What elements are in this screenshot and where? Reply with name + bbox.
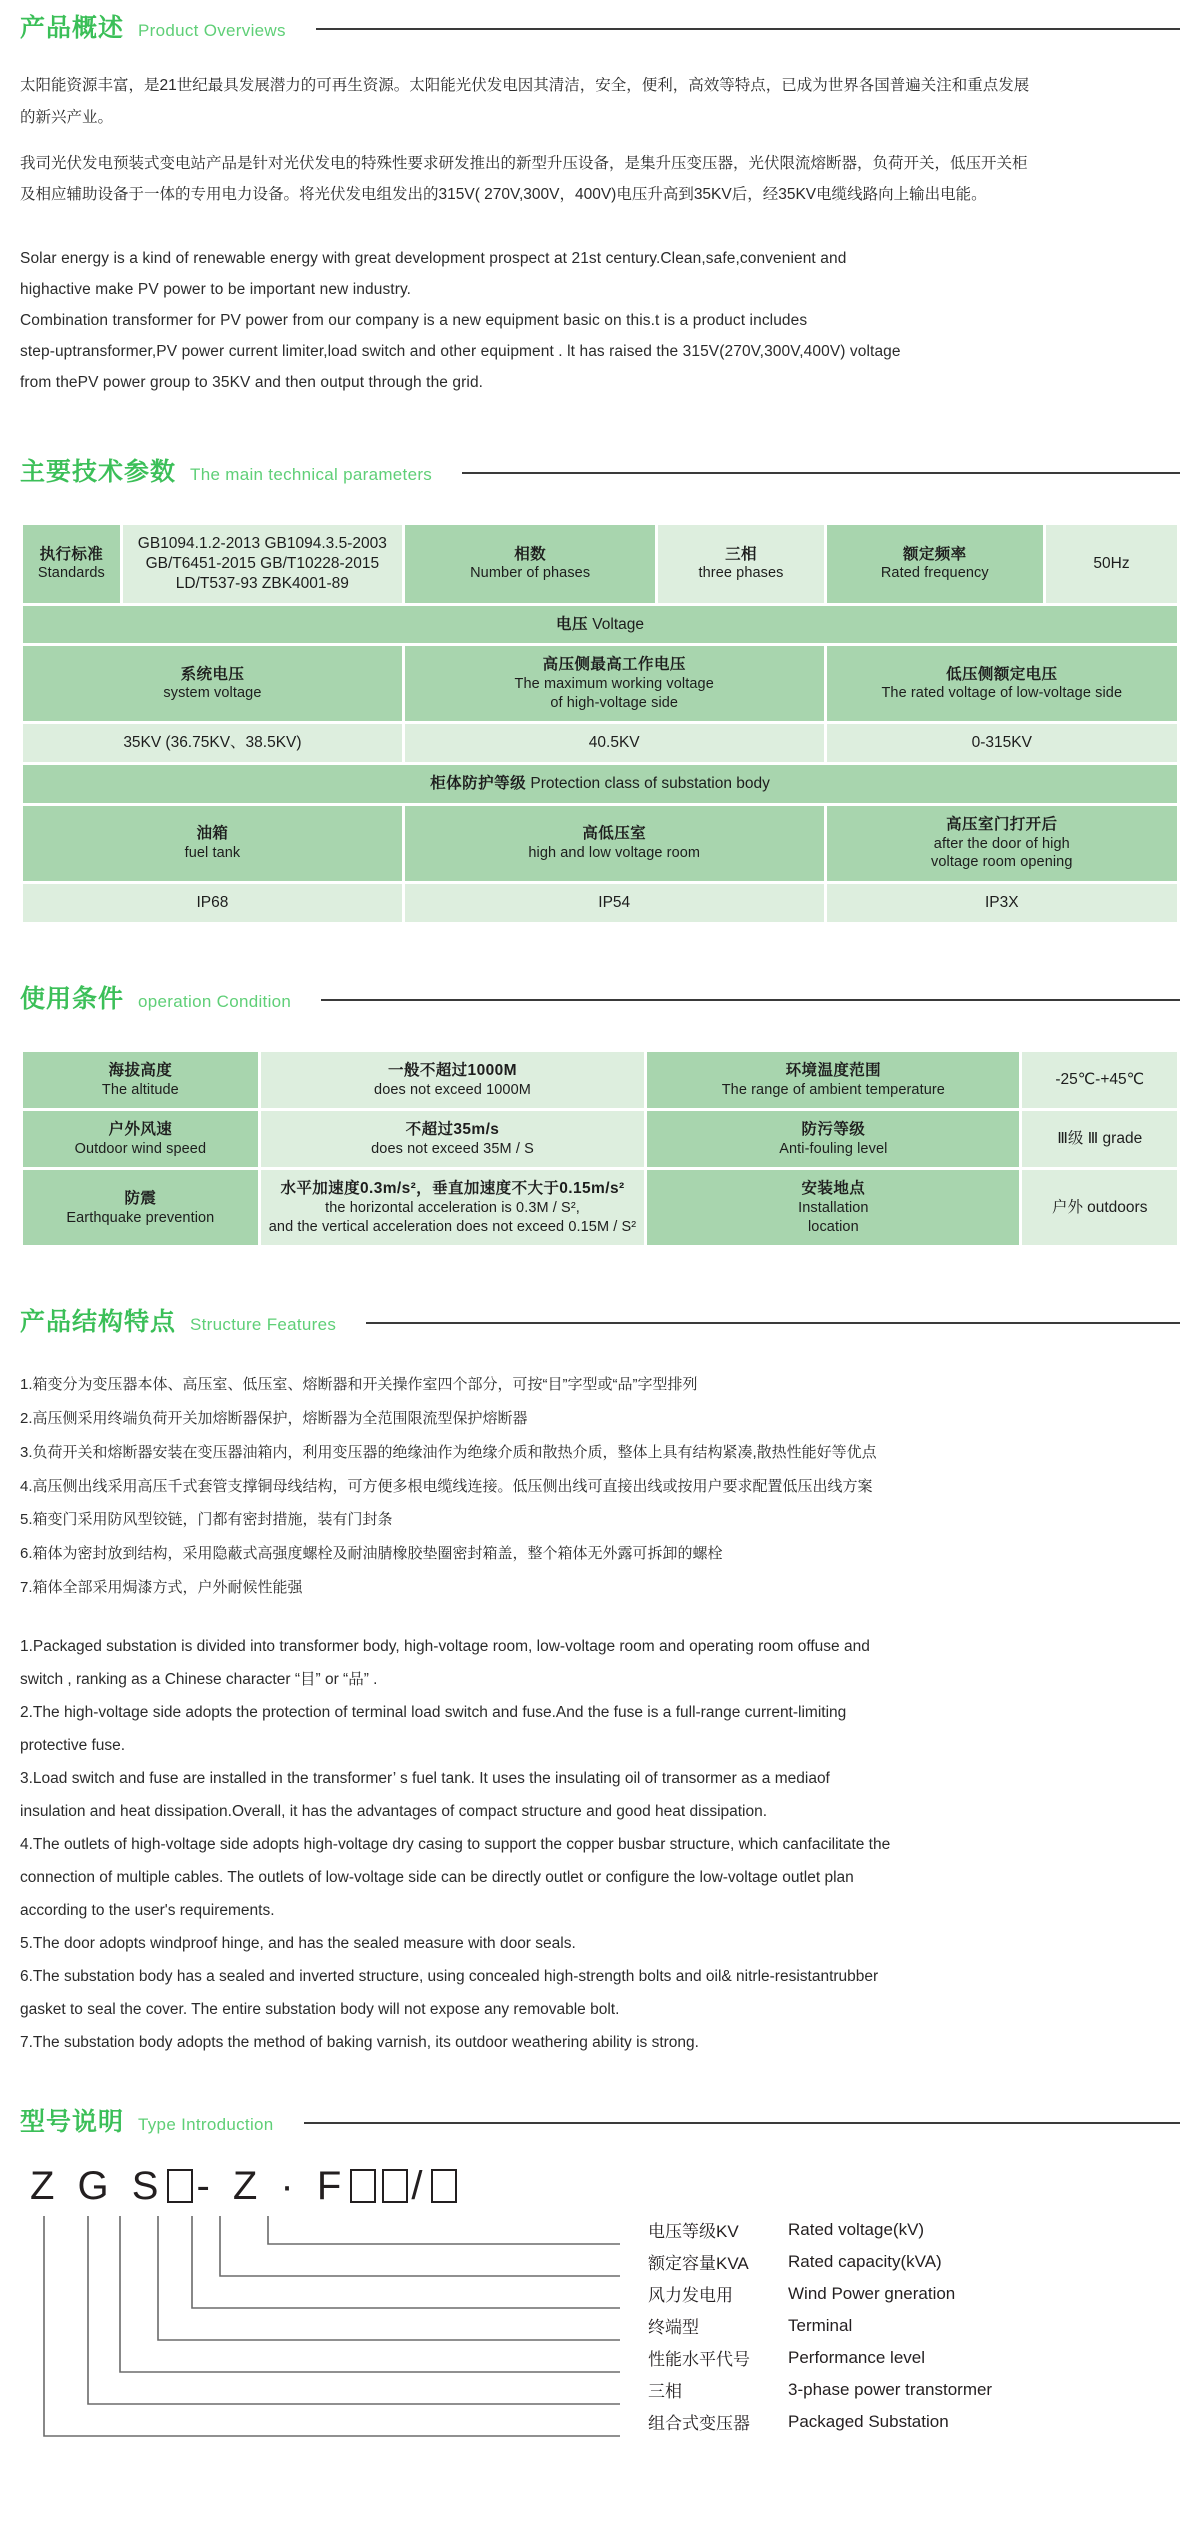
label-cn: 海拔高度 — [108, 1061, 173, 1079]
cell-voltage-band — [23, 606, 1177, 644]
label-cn: 额定频率 — [902, 545, 967, 563]
leader-line-wind — [192, 2216, 620, 2308]
cell-system-voltage-value — [23, 724, 402, 762]
legend-row — [648, 2278, 1188, 2310]
legend-row — [648, 2214, 1188, 2246]
table-row — [23, 525, 1177, 602]
overview-cn-paragraph-2 — [20, 148, 1180, 212]
list-item: protective fuse. — [20, 1736, 126, 1754]
type-code-placeholder-box — [382, 2169, 408, 2203]
cell-frequency-label — [827, 525, 1043, 602]
value: 40.5KV — [588, 734, 640, 752]
value-cn: 不超过35m/s — [405, 1121, 500, 1139]
list-item: 6.箱体为密封放到结构，采用隐蔽式高强度螺栓及耐油腈橡胶垫圈密封箱盖，整个箱体无外露可拆卸的螺栓 — [20, 1545, 723, 1563]
operation-condition-table — [20, 1049, 1180, 1249]
cell-temperature-value — [1022, 1052, 1177, 1108]
legend-row — [648, 2374, 1188, 2406]
list-item: 2.The high-voltage side adopts the protection of terminal load switch and fuse.And the fuse is a full-range current-limiting — [20, 1703, 847, 1721]
label-en-line1: Installation — [798, 1200, 869, 1217]
section-divider-rule — [316, 28, 1180, 30]
list-item: gasket to seal the cover. The entire substation body will not expose any removable bolt. — [20, 2000, 620, 2018]
label-cn: 户外风速 — [108, 1121, 173, 1139]
section-header-type — [20, 2094, 1180, 2138]
list-item: 4.The outlets of high-voltage side adopts high-voltage dry casing to support the copper busbar structure, which canfacilitate the — [20, 1835, 891, 1853]
standards-line3: LD/T537-93 ZBK4001-89 — [175, 574, 349, 592]
section-title-en: The main technical parameters — [190, 465, 433, 485]
label-en: Number of phases — [470, 565, 591, 582]
overview-body — [20, 70, 1180, 398]
cell-earthquake-value — [261, 1170, 645, 1245]
section-header-structure — [20, 1294, 1180, 1338]
overview-en-line1: Solar energy is a kind of renewable energy with great development prospect at 21st century.Clean,safe,convenient and — [20, 250, 847, 268]
value: 50Hz — [1093, 554, 1130, 572]
cell-hv-door-open-value — [827, 884, 1177, 922]
table-row — [23, 724, 1177, 762]
legend-label-cn: 组合式变压器 — [648, 2414, 750, 2434]
section-title-en: Structure Features — [190, 1315, 337, 1335]
label-en: system voltage — [163, 685, 262, 702]
overview-cn-p1-line2: 的新兴产业。 — [20, 108, 114, 126]
cell-voltage-room-value — [405, 884, 824, 922]
cell-max-working-voltage-value — [405, 724, 824, 762]
table-row — [23, 1170, 1177, 1245]
spacer — [20, 2444, 1180, 2478]
label-en: The altitude — [101, 1081, 179, 1098]
value: IP3X — [984, 893, 1019, 911]
legend-label-cn: 电压等级KV — [648, 2222, 739, 2242]
overview-en-line2: highactive make PV power to be important new industry. — [20, 281, 412, 299]
list-item: 6.The substation body has a sealed and inverted structure, using concealed high-strength bolts and oil& nitrle-resistantrubber — [20, 1967, 879, 1985]
type-code-string — [30, 2164, 460, 2209]
value-line2: (36.75KV、38.5KV) — [165, 734, 302, 752]
overview-en-line4: step-uptransformer,PV power current limiter,load switch and other equipment . lt has raised the 315V(270V,300V,400V) voltage — [20, 343, 901, 361]
section-divider-rule — [304, 2122, 1180, 2124]
table-row — [23, 1111, 1177, 1167]
cell-standards-label — [23, 525, 120, 602]
cell-max-working-voltage-label — [405, 646, 824, 721]
label-en: Anti-fouling level — [779, 1140, 888, 1157]
type-code-part-3: / — [411, 2163, 429, 2208]
label-cn: 安装地点 — [801, 1180, 866, 1198]
technical-parameters-table — [20, 522, 1180, 925]
type-code-part-2: - Z · F — [196, 2163, 348, 2208]
list-item: switch , ranking as a Chinese character “目” or “品” . — [20, 1670, 378, 1688]
label-cn: 高低压室 — [582, 825, 647, 843]
value-cn: 三相 — [725, 545, 757, 563]
type-legend-list — [648, 2214, 1188, 2438]
cell-earthquake-label — [23, 1170, 258, 1245]
cell-antifouling-value — [1022, 1111, 1177, 1167]
legend-label-en: Wind Power gneration — [788, 2283, 956, 2303]
label-cn: 防污等级 — [801, 1121, 866, 1139]
cell-hv-door-open-label — [827, 806, 1177, 881]
section-title-cn: 主要技术参数 — [20, 458, 177, 487]
cell-install-location-value — [1022, 1170, 1177, 1245]
section-header-parameters — [20, 444, 1180, 488]
section-header-overview — [20, 0, 1180, 44]
legend-label-cn: 额定容量KVA — [648, 2254, 749, 2274]
label-en-line2: location — [807, 1218, 859, 1235]
label-en: high and low voltage room — [528, 845, 701, 862]
legend-row — [648, 2342, 1188, 2374]
cell-altitude-label — [23, 1052, 258, 1108]
cell-lv-rated-voltage-label — [827, 646, 1177, 721]
value-en: outdoors — [1087, 1199, 1148, 1216]
type-code-placeholder-box — [350, 2169, 376, 2203]
type-designation-diagram — [20, 2164, 1180, 2444]
paragraph-gap — [20, 225, 1180, 243]
band-cn: 电压 — [555, 615, 588, 633]
table-row — [23, 884, 1177, 922]
label-cn: 系统电压 — [180, 665, 245, 683]
label-cn: 油箱 — [196, 825, 229, 843]
cell-protection-band — [23, 765, 1177, 803]
list-item: 3.Load switch and fuse are installed in the transformer’ s fuel tank. It uses the insulating oil of transormer as a mediaof — [20, 1769, 830, 1787]
legend-label-en: Performance level — [788, 2347, 926, 2367]
section-divider-rule — [321, 999, 1180, 1001]
legend-row — [648, 2310, 1188, 2342]
type-code-placeholder-box — [167, 2169, 193, 2203]
cell-fuel-tank-label — [23, 806, 402, 881]
label-cn: 相数 — [514, 545, 547, 563]
list-item: 7.The substation body adopts the method of baking varnish, its outdoor weathering ability is strong. — [20, 2033, 699, 2051]
value: IP68 — [196, 893, 229, 911]
value-en: Ⅲ grade — [1087, 1130, 1143, 1148]
table-row — [23, 806, 1177, 881]
overview-cn-p1-line1: 太阳能资源丰富，是21世纪最具发展潜力的可再生资源。太阳能光伏发电因其清洁，安全，便利，高效等特点，已成为世界各国普遍关注和重点发展 — [20, 77, 1030, 94]
section-title-cn: 产品概述 — [20, 14, 125, 42]
list-item: 5.箱变门采用防风型铰链，门都有密封措施，装有门封条 — [20, 1511, 393, 1529]
legend-label-en: 3-phase power transtormer — [788, 2379, 993, 2399]
value: 0-315KV — [971, 734, 1032, 752]
cell-frequency-value — [1046, 525, 1177, 602]
legend-label-cn: 三相 — [648, 2382, 682, 2402]
table-row — [23, 646, 1177, 721]
label-en: The rated voltage of low-voltage side — [881, 685, 1123, 702]
cell-phases-label — [405, 525, 656, 602]
list-item: according to the user's requirements. — [20, 1901, 275, 1919]
standards-line2: GB/T6451-2015 GB/T10228-2015 — [145, 554, 380, 572]
standards-line1: GB1094.1.2-2013 GB1094.3.5-2003 — [137, 535, 387, 553]
legend-row — [648, 2406, 1188, 2438]
table-row — [23, 765, 1177, 803]
label-en: Rated frequency — [880, 565, 989, 582]
label-en: Standards — [37, 565, 105, 582]
cell-antifouling-label — [647, 1111, 1019, 1167]
value-en-line2: and the vertical acceleration does not exceed 0.15M / S² — [268, 1218, 637, 1235]
spacer — [20, 398, 1180, 444]
label-cn: 执行标准 — [39, 545, 104, 563]
list-item: 3.负荷开关和熔断器安装在变压器油箱内，利用变压器的绝缘油作为绝缘介质和散热介质，整体上具有结构紧凑,散热性能好等优点 — [20, 1443, 877, 1461]
leader-line-terminal — [158, 2216, 620, 2340]
section-title-en: Product Overviews — [138, 21, 286, 40]
type-code-part-1: Z G S — [30, 2163, 165, 2208]
spacer — [20, 1248, 1180, 1294]
value-en: does not exceed 35M / S — [371, 1140, 534, 1157]
label-en: Earthquake prevention — [66, 1209, 215, 1226]
leader-line-performance — [120, 2216, 620, 2372]
list-item: 1.Packaged substation is divided into transformer body, high-voltage room, low-voltage room and operating room offuse and — [20, 1637, 870, 1655]
value-cn: 水平加速度0.3m/s²，垂直加速度不大于0.15m/s² — [280, 1180, 625, 1198]
band-en: Voltage — [592, 615, 645, 633]
list-item: 7.箱体全部采用焗漆方式，户外耐候性能强 — [20, 1578, 303, 1596]
label-cn: 防震 — [124, 1189, 157, 1207]
list-item: insulation and heat dissipation.Overall, it has the advantages of compact structure and good heat dissipation. — [20, 1802, 768, 1820]
cell-voltage-room-label — [405, 806, 824, 881]
list-item: connection of multiple cables. The outlets of low-voltage side can be directly outlet or configure the low-voltage outlet plan — [20, 1868, 854, 1886]
cell-wind-speed-label — [23, 1111, 258, 1167]
legend-label-en: Rated capacity(kVA) — [788, 2251, 942, 2271]
table-row — [23, 606, 1177, 644]
section-divider-rule — [462, 472, 1180, 474]
label-en-line2: of high-voltage side — [550, 694, 679, 711]
legend-label-cn: 风力发电用 — [648, 2286, 733, 2306]
section-title-cn: 型号说明 — [20, 2107, 125, 2136]
value-cn: Ⅲ级 — [1057, 1130, 1084, 1148]
leader-line-capacity — [220, 2216, 620, 2276]
label-en: Outdoor wind speed — [74, 1140, 207, 1157]
label-cn: 高压侧最高工作电压 — [542, 656, 686, 674]
section-title-cn: 使用条件 — [20, 984, 125, 1013]
legend-label-en: Terminal — [788, 2315, 853, 2335]
label-en: The range of ambient temperature — [721, 1081, 945, 1098]
cell-standards-value — [123, 525, 402, 602]
value: -25℃-+45℃ — [1055, 1070, 1145, 1088]
section-title-en: operation Condition — [138, 991, 292, 1011]
leader-line-voltage — [268, 2216, 620, 2244]
cell-temperature-label — [647, 1052, 1019, 1108]
value-en: does not exceed 1000M — [374, 1081, 531, 1098]
overview-en-line3: Combination transformer for PV power from our company is a new equipment basic on this.t is a product includes — [20, 312, 808, 330]
value-line1: 35KV — [123, 734, 162, 752]
cell-lv-rated-voltage-value — [827, 724, 1177, 762]
cell-fuel-tank-value — [23, 884, 402, 922]
list-item: 5.The door adopts windproof hinge, and has the sealed measure with door seals. — [20, 1934, 576, 1952]
section-title-cn: 产品结构特点 — [20, 1308, 177, 1337]
structure-features-cn-list — [20, 1368, 1180, 1604]
overview-cn-p2-line1: 我司光伏发电预装式变电站产品是针对光伏发电的特殊性要求研发推出的新型升压设备，是集升压变压器，光伏限流熔断器，负荷开关，低压开关柜 — [20, 154, 1028, 172]
section-header-operation — [20, 971, 1180, 1015]
label-cn: 环境温度范围 — [785, 1061, 882, 1079]
legend-label-cn: 性能水平代号 — [648, 2350, 750, 2370]
legend-label-cn: 终端型 — [648, 2318, 699, 2338]
overview-en-line5: from thePV power group to 35KV and then output through the grid. — [20, 374, 484, 392]
spacer — [20, 2060, 1180, 2094]
value: IP54 — [598, 893, 631, 911]
cell-phases-value — [658, 525, 823, 602]
band-en: Protection class of substation body — [530, 775, 770, 793]
label-cn: 高压室门打开后 — [946, 815, 1058, 833]
label-en: fuel tank — [184, 845, 241, 862]
leader-line-substation — [44, 2216, 620, 2436]
cell-wind-speed-value — [261, 1111, 645, 1167]
overview-cn-paragraph-1 — [20, 70, 1180, 134]
label-cn: 低压侧额定电压 — [946, 665, 1058, 683]
section-divider-rule — [366, 1322, 1180, 1324]
cell-install-location-label — [647, 1170, 1019, 1245]
label-en-line2: voltage room opening — [931, 854, 1073, 871]
value-cn: 一般不超过1000M — [388, 1061, 517, 1079]
section-title-en: Type Introduction — [138, 2114, 274, 2134]
value-cn: 户外 — [1051, 1199, 1083, 1216]
structure-features-en-list — [20, 1631, 1180, 2058]
list-item: 2.高压侧采用终端负荷开关加熔断器保护，熔断器为全范围限流型保护熔断器 — [20, 1410, 528, 1428]
label-en-line1: after the door of high — [933, 835, 1070, 852]
legend-label-en: Packaged Substation — [788, 2411, 949, 2431]
overview-cn-p2-line2: 及相应辅助设备于一体的专用电力设备。将光伏发电组发出的315V( 270V,300V，400V)电压升高到35KV后，经35KV电缆线路向上输出电能。 — [20, 186, 987, 204]
list-item: 4.高压侧出线采用高压千式套管支撑铜母线结构，可方便多根电缆线连接。低压侧出线可直接出线或按用户要求配置低压出线方案 — [20, 1477, 873, 1495]
cell-system-voltage-label — [23, 646, 402, 721]
spacer — [20, 925, 1180, 971]
table-row — [23, 1052, 1177, 1108]
band-cn: 柜体防护等级 — [430, 775, 527, 793]
overview-en-paragraph — [20, 243, 1180, 398]
list-item: 1.箱变分为变压器本体、高压室、低压室、熔断器和开关操作室四个部分，可按“目”字型或“品”字型排列 — [20, 1376, 698, 1394]
type-code-placeholder-box — [431, 2169, 457, 2203]
legend-label-en: Rated voltage(kV) — [788, 2219, 925, 2239]
cell-altitude-value — [261, 1052, 645, 1108]
value-en: three phases — [698, 565, 784, 582]
label-en-line1: The maximum working voltage — [514, 676, 714, 693]
legend-row — [648, 2246, 1188, 2278]
value-en-line1: the horizontal acceleration is 0.3M / S², — [325, 1200, 580, 1217]
